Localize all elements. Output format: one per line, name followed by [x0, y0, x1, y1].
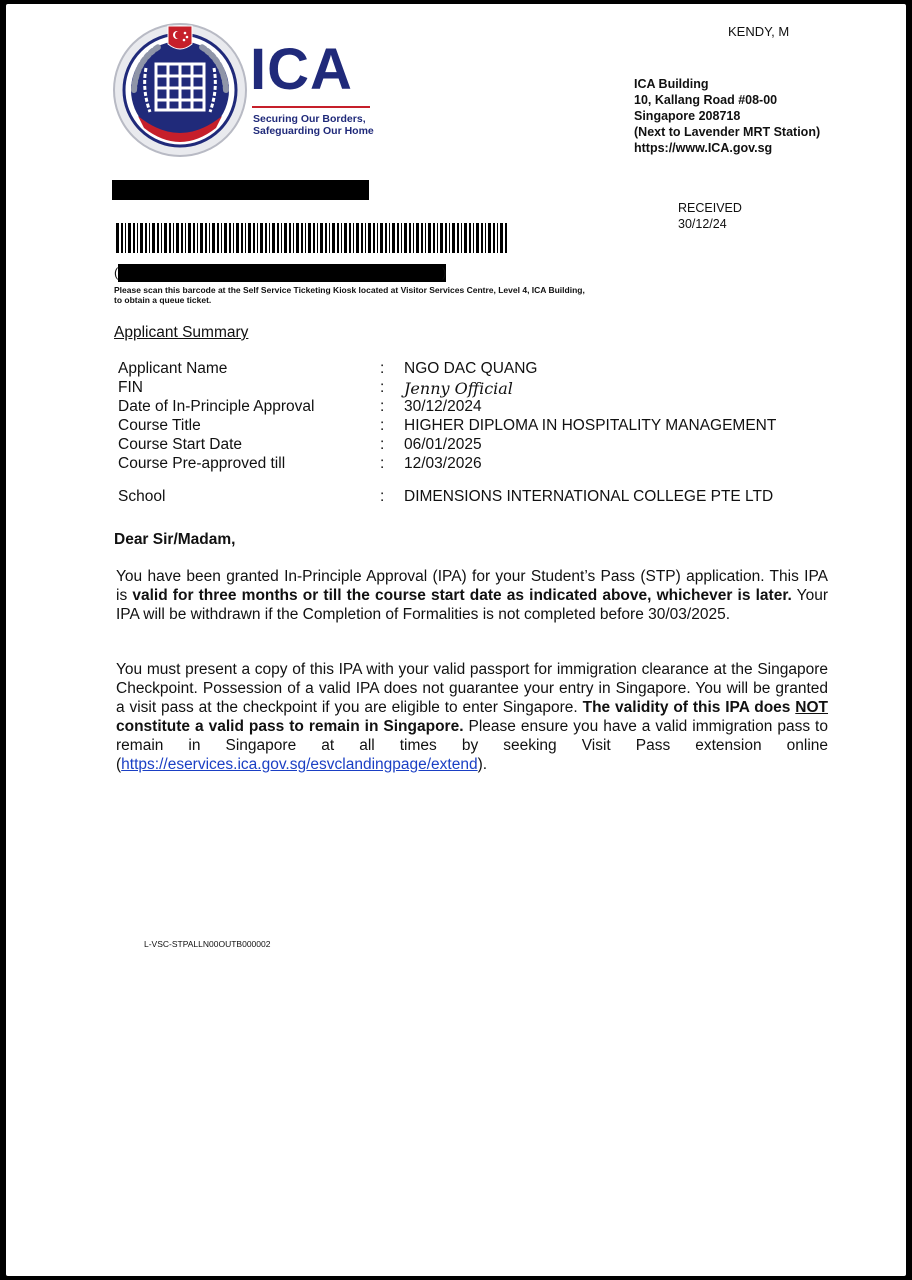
barcode-bar — [248, 223, 251, 253]
barcode-bar — [305, 223, 306, 253]
document-reference: L-VSC-STPALLN00OUTB000002 — [144, 939, 271, 949]
barcode-bar — [289, 223, 291, 253]
barcode-bar — [137, 223, 138, 253]
barcode-bar — [341, 223, 342, 253]
barcode-bar — [380, 223, 383, 253]
barcode-bar — [313, 223, 315, 253]
barcode-bar — [116, 223, 119, 253]
barcode-bar — [209, 223, 210, 253]
barcode-bar — [197, 223, 198, 253]
barcode-bar — [200, 223, 203, 253]
barcode-bar — [397, 223, 399, 253]
visit-pass-extension-link[interactable]: https://eservices.ica.gov.sg/esvclandingpage/extend — [121, 756, 478, 773]
ica-wordmark-underline — [252, 106, 370, 108]
barcode-bar — [413, 223, 414, 253]
summary-title: Applicant Summary — [114, 324, 249, 341]
barcode-bar — [181, 223, 183, 253]
barcode-bar — [344, 223, 347, 253]
barcode-bar — [121, 223, 123, 253]
barcode-bar — [325, 223, 327, 253]
paren-open: ( — [114, 265, 119, 280]
barcode-bar — [149, 223, 150, 253]
barcode-bar — [505, 223, 507, 253]
barcode-bar — [281, 223, 282, 253]
barcode-bar — [133, 223, 135, 253]
paragraph-1: You have been granted In-Principle Approval (IPA) for your Student’s Pass (STP) application. This IPA is valid for three months or till the course start date as indicated above, whichever is later. Your IPA will be withdrawn if the Completion of Formalities is not completed before 30/03/2025. — [116, 568, 828, 623]
barcode-bar — [253, 223, 255, 253]
barcode-bar — [464, 223, 467, 253]
barcode-bar — [409, 223, 411, 253]
salutation: Dear Sir/Madam, — [114, 531, 236, 548]
barcode — [116, 223, 508, 253]
barcode-bar — [497, 223, 498, 253]
barcode-bar — [401, 223, 402, 253]
barcode-bar — [416, 223, 419, 253]
barcode-bar — [493, 223, 495, 253]
barcode-bar — [152, 223, 155, 253]
barcode-bar — [125, 223, 126, 253]
barcode-bar — [476, 223, 479, 253]
barcode-bar — [269, 223, 270, 253]
barcode-bar — [169, 223, 171, 253]
barcode-bar — [440, 223, 443, 253]
barcode-bar — [128, 223, 131, 253]
paragraph-2: You must present a copy of this IPA with your valid passport for immigration clearance at the Singapore Checkpoint. Possession of a valid IPA does not guarantee your entry in Singapore. You will be granted a visit pass at the checkpoint if you are eligible to enter Singapore. The validity of this IPA does NOT constitute a valid pass to remain in Singapore. Please ensure you have a valid immigration pass to remain in Singapore at all times by seeking Visit Pass extension online (https://eservices.ica.gov.sg/esvclandingpage/extend). — [116, 661, 829, 773]
redacted-block — [112, 180, 369, 200]
barcode-bar — [176, 223, 179, 253]
barcode-bar — [452, 223, 455, 253]
barcode-bar — [157, 223, 159, 253]
barcode-bar — [173, 223, 174, 253]
barcode-bar — [217, 223, 219, 253]
paren-close: ) — [442, 265, 447, 280]
barcode-bar — [473, 223, 474, 253]
barcode-bar — [433, 223, 435, 253]
barcode-bar — [356, 223, 359, 253]
barcode-bar — [260, 223, 263, 253]
barcode-bar — [500, 223, 503, 253]
barcode-bar — [245, 223, 246, 253]
barcode-bar — [293, 223, 294, 253]
barcode-bar — [221, 223, 222, 253]
addressee-name: KENDY, M — [728, 24, 790, 39]
barcode-bar — [332, 223, 335, 253]
barcode-bar — [481, 223, 483, 253]
ica-seal-icon — [110, 20, 250, 160]
barcode-bar — [185, 223, 186, 253]
barcode-bar — [308, 223, 311, 253]
barcode-bar — [349, 223, 351, 253]
barcode-bar — [449, 223, 450, 253]
barcode-bar — [140, 223, 143, 253]
barcode-bar — [337, 223, 339, 253]
barcode-bar — [377, 223, 378, 253]
barcode-bar — [428, 223, 431, 253]
ica-wordmark: ICA — [250, 37, 353, 102]
letter-page: ICA Securing Our Borders, Safeguarding Our Home KENDY, M ICA Building 10, Kallang Road #08-00 Singapore 208718 (Next to Lavender MRT Station) https://www.ICA.gov.sg RECEIVED 30/12/24 ( ) Please scan this barcode at the Self Service Ticketing Kiosk located at Visitor Services Centre, Level 4, ICA Building, to obtain a queue ticket. Applicant Summary Applicant Name : NGO DAC QUANG FIN : Jenny Official Date of In-Principle Approval : 30/12/2024 Course Title : HIGHER DIPLOMA IN HOSPITALITY MANAGEMENT Course Start Date : 06/01/2025 Course Pre-approved till : 12/03/2026 School : DIMENSIONS INTERNATIONAL COLLEGE PTE LTD Dear Sir/Madam, You have been granted In-Principle Approval (IPA) for your Student’s Pass (STP) application. This IPA is valid for three months or till the course start date as indicated above, whichever is later. Your IPA will be withdrawn if the Completion of Formalities is not completed before 30/03/2025. You must present a copy of this IPA with your valid passport for immigration clearance at the Singapore Checkpoint. Possession of a valid IPA does not guarantee your entry in Singapore. You will be granted a visit pass at the checkpoint if you are eligible to enter Singapore. The validity of this IPA does NOT constitute a valid pass to remain in Singapore. Please ensure you have a valid immigration pass to remain in Singapore at all times by seeking Visit Pass extension online (https://eservices.ica.gov.sg/esvclandingpage/extend). L-VSC-STPALLN00OUTB000002 — [6, 4, 906, 1276]
barcode-bar — [212, 223, 215, 253]
barcode-bar — [301, 223, 303, 253]
barcode-bar — [145, 223, 147, 253]
barcode-bar — [296, 223, 299, 253]
barcode-bar — [485, 223, 486, 253]
barcode-bar — [277, 223, 279, 253]
barcode-bar — [188, 223, 191, 253]
barcode-bar — [425, 223, 426, 253]
ica-website-link[interactable]: https://www.ICA.gov.sg — [634, 141, 773, 155]
barcode-bar — [389, 223, 390, 253]
barcode-bar — [272, 223, 275, 253]
barcode-bar — [445, 223, 447, 253]
barcode-bar — [317, 223, 318, 253]
barcode-bar — [385, 223, 387, 253]
barcode-bar — [161, 223, 162, 253]
barcode-bar — [421, 223, 423, 253]
barcode-bar — [461, 223, 462, 253]
barcode-bar — [361, 223, 363, 253]
barcode-bar — [353, 223, 354, 253]
barcode-bar — [392, 223, 395, 253]
barcode-bar — [329, 223, 330, 253]
ica-tagline: Securing Our Borders, Safeguarding Our Home — [253, 113, 374, 137]
barcode-bar — [193, 223, 195, 253]
received-stamp: RECEIVED 30/12/24 — [678, 201, 742, 231]
barcode-bar — [205, 223, 207, 253]
barcode-bar — [236, 223, 239, 253]
barcode-bar — [229, 223, 231, 253]
barcode-bar — [241, 223, 243, 253]
barcode-bar — [365, 223, 366, 253]
ica-address: ICA Building 10, Kallang Road #08-00 Singapore 208718 (Next to Lavender MRT Station) https://www.ICA.gov.sg — [634, 77, 821, 155]
redacted-block — [118, 264, 446, 282]
barcode-bar — [284, 223, 287, 253]
barcode-bar — [368, 223, 371, 253]
barcode-bar — [457, 223, 459, 253]
barcode-bar — [404, 223, 407, 253]
barcode-bar — [164, 223, 167, 253]
barcode-instruction: Please scan this barcode at the Self Service Ticketing Kiosk located at Visitor Services Centre, Level 4, ICA Building, to obtain a queue ticket. — [114, 285, 585, 305]
barcode-bar — [320, 223, 323, 253]
barcode-bar — [469, 223, 471, 253]
barcode-bar — [233, 223, 234, 253]
barcode-bar — [265, 223, 267, 253]
barcode-bar — [373, 223, 375, 253]
barcode-bar — [224, 223, 227, 253]
barcode-bar — [488, 223, 491, 253]
barcode-bar — [437, 223, 438, 253]
barcode-bar — [257, 223, 258, 253]
